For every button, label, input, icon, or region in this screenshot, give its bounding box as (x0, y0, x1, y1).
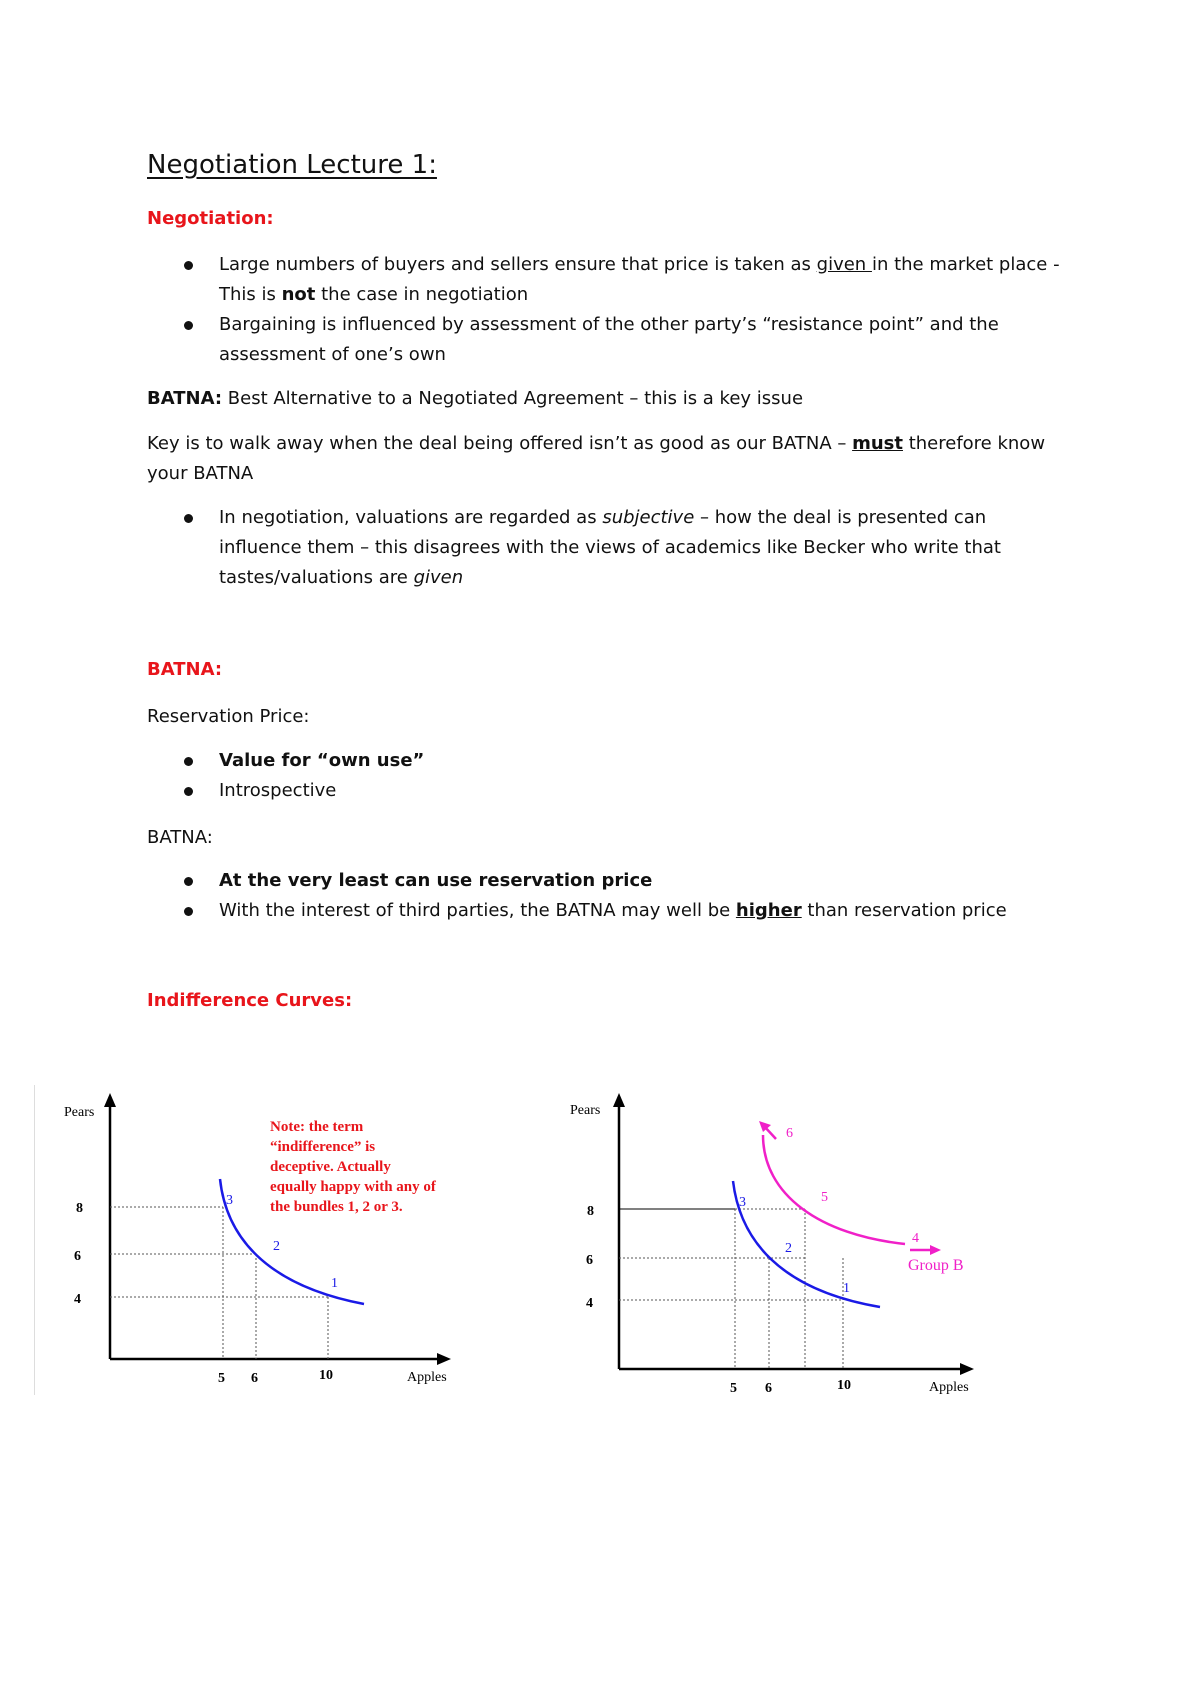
y-tick-6: 6 (74, 1249, 81, 1264)
bullet-bold: not (281, 284, 316, 305)
list-item (180, 896, 1060, 926)
bullet-icon (184, 877, 193, 886)
x-axis-label: Apples (407, 1370, 447, 1385)
y-tick-8: 8 (76, 1201, 83, 1216)
point-label-1: 1 (843, 1281, 850, 1296)
x-tick-5: 5 (218, 1371, 225, 1386)
x-axis-arrow-icon (437, 1353, 451, 1365)
bullet-icon (184, 787, 193, 796)
note-line: the bundles 1, 2 or 3. (270, 1199, 403, 1215)
bullet-text: In negotiation, valuations are regarded as (219, 507, 603, 528)
list-item (180, 746, 1060, 776)
bullet-text: Bargaining is influenced by assessment of the other party’s “resistance point” and the assessment of one’s own (219, 314, 999, 365)
point-label-2: 2 (273, 1239, 280, 1254)
list-item (180, 250, 1060, 310)
bullet-underlined: given (816, 254, 872, 275)
bullet-icon (184, 261, 193, 270)
bullet-italic: given (413, 567, 464, 588)
para-text: therefore know your BATNA (147, 433, 1046, 484)
note-line: “indifference” is (270, 1139, 376, 1155)
y-tick-4: 4 (586, 1296, 593, 1311)
list-item (180, 503, 1060, 593)
list-item (180, 866, 1060, 896)
x-tick-10: 10 (837, 1378, 851, 1393)
bullet-text: Value for “own use” (219, 750, 425, 771)
indifference-heading: Indifference Curves: (147, 990, 353, 1011)
list-item (180, 310, 1060, 370)
batna-text: Best Alternative to a Negotiated Agreement – this is a key issue (222, 388, 804, 409)
list-item (180, 776, 1060, 806)
bullet-text: Large numbers of buyers and sellers ensure that price is taken as (219, 254, 817, 275)
x-tick-5: 5 (730, 1381, 737, 1395)
reservation-bullets (180, 746, 1060, 806)
key-paragraph (147, 429, 1077, 489)
x-tick-6: 6 (251, 1371, 258, 1386)
negotiation-heading: Negotiation: (147, 208, 274, 229)
group-b-label: Group B (908, 1257, 964, 1274)
x-axis-arrow-icon (960, 1363, 974, 1375)
arrow-right-head-icon (930, 1245, 941, 1255)
bullet-text: than reservation price (801, 900, 1007, 921)
indifference-curve (220, 1179, 364, 1304)
bullet-text: With the interest of third parties, the BATNA may well be (219, 900, 736, 921)
batna-section-heading: BATNA: (147, 659, 223, 680)
chart-2-svg (560, 1085, 1000, 1395)
chart-note (270, 1119, 437, 1215)
bullet-icon (184, 907, 193, 916)
bullet-text: Introspective (219, 780, 337, 801)
bullet-text: At the very least can use reservation price (219, 870, 653, 891)
bullet-icon (184, 321, 193, 330)
bullet-underlined: higher (735, 900, 802, 921)
point-label-3: 3 (739, 1195, 746, 1210)
batna-definition (147, 384, 1077, 414)
y-tick-6: 6 (586, 1253, 593, 1268)
y-axis-arrow-icon (104, 1093, 116, 1107)
y-tick-4: 4 (74, 1292, 81, 1307)
batna-bullets (180, 866, 1060, 926)
note-line: Note: the term (270, 1119, 364, 1135)
negotiation-bullets (180, 250, 1060, 370)
bullet-text: in the market place - This is (219, 254, 1060, 305)
indifference-curve-a (733, 1181, 880, 1307)
para-text: Key is to walk away when the deal being offered isn’t as good as our BATNA – (147, 433, 853, 454)
y-axis-label: Pears (570, 1103, 601, 1118)
y-tick-8: 8 (587, 1204, 594, 1219)
batna-label-2: BATNA: (147, 827, 213, 848)
valuation-bullets (180, 503, 1060, 593)
note-line: equally happy with any of (270, 1179, 436, 1195)
note-line: deceptive. Actually (270, 1159, 391, 1175)
bullet-text: the case in negotiation (315, 284, 529, 305)
point-label-3: 3 (226, 1193, 233, 1208)
y-axis-arrow-icon (613, 1093, 625, 1107)
bullet-icon (184, 514, 193, 523)
para-underlined: must (852, 433, 903, 454)
x-axis-label: Apples (929, 1380, 969, 1395)
indifference-chart-1 (34, 1085, 494, 1395)
point-label-5: 5 (821, 1190, 828, 1205)
batna-label: BATNA: (147, 388, 223, 409)
indifference-chart-2 (560, 1085, 1000, 1395)
point-label-4: 4 (912, 1231, 919, 1246)
y-axis-label: Pears (64, 1105, 95, 1120)
reservation-label: Reservation Price: (147, 706, 310, 727)
indifference-curve-b (763, 1135, 905, 1244)
point-label-2: 2 (785, 1241, 792, 1256)
bullet-text: – how the deal is presented can influence them – this disagrees with the views of academics like Becker who write that tastes/valuations are (219, 507, 1001, 588)
point-label-6: 6 (786, 1126, 793, 1141)
chart-1-svg (34, 1085, 494, 1395)
bullet-italic: subjective (602, 507, 695, 528)
x-tick-6: 6 (765, 1381, 772, 1395)
x-tick-10: 10 (319, 1368, 333, 1383)
page-title: Negotiation Lecture 1: (147, 150, 437, 180)
point-label-1: 1 (331, 1276, 338, 1291)
bullet-icon (184, 757, 193, 766)
